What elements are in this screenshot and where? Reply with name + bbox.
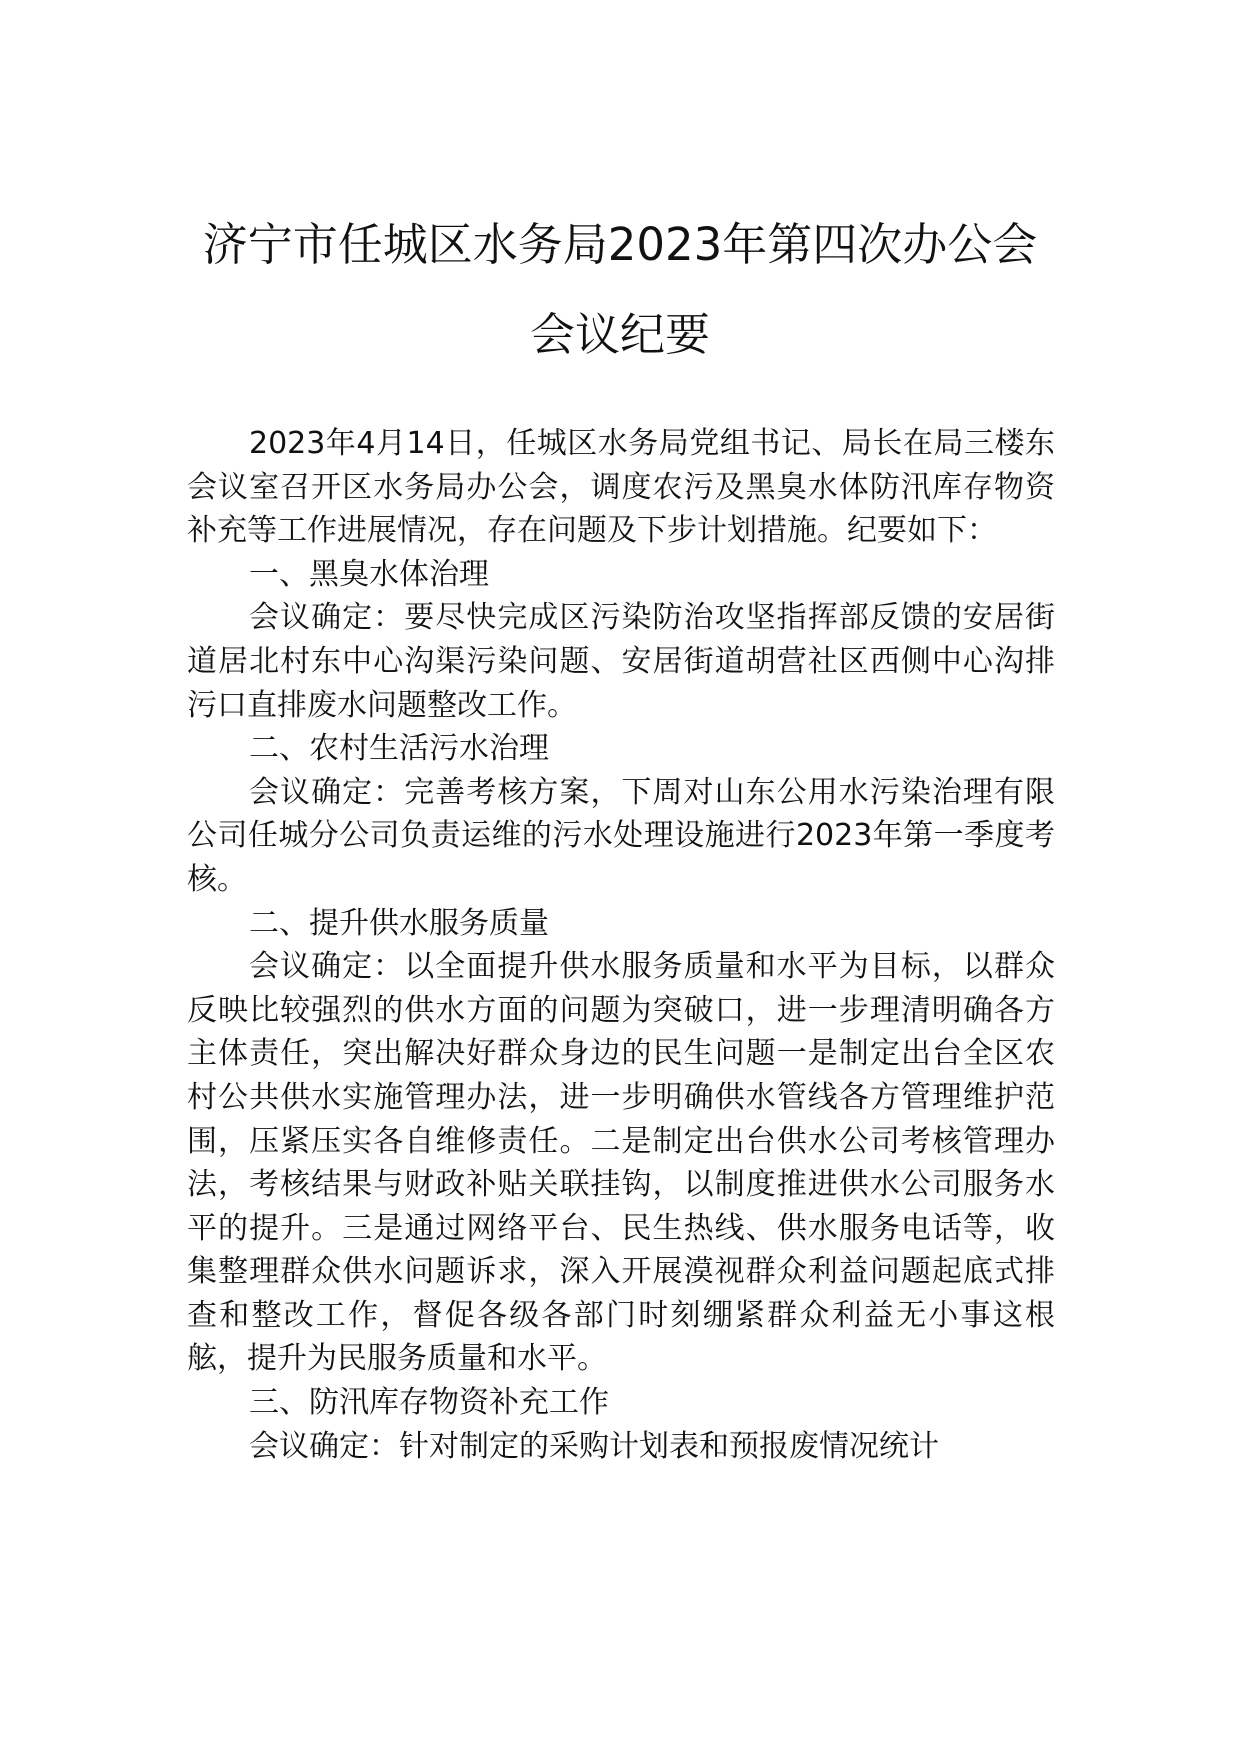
- document-title-line-2: 会议纪要: [529, 308, 710, 361]
- section-heading-4: 三、防汛库存物资补充工作: [249, 1385, 609, 1421]
- intro-paragraph: 2023年4月14日，任城区水务局党组书记、局长在局三楼东会议室召开区水务局办公会，调度农污及黑臭水体防汛库存物资补充等工作进展情况，存在问题及下步计划措施。纪要如下：: [187, 426, 1055, 549]
- document-title-line-1: 济宁市任城区水务局2023年第四次办公会: [202, 218, 1038, 271]
- section-3-paragraph: 会议确定：以全面提升供水服务质量和水平为目标，以群众反映比较强烈的供水方面的问题为突破口，进一步理清明确各方主体责任，突出解决好群众身边的民生问题一是制定出台全区农村公共供水实施管理办法，进一步明确供水管线各方管理维护范围，压紧压实各自维修责任。二是制定出台供水公司考核管理办法，考核结果与财政补贴关联挂钩，以制度推进供水公司服务水平的提升。三是通过网络平台、民生热线、供水服务电话等，收集整理群众供水问题诉求，深入开展漠视群众利益问题起底式排查和整改工作，督促各级各部门时刻绷紧群众利益无小事这根舷，提升为民服务质量和水平。: [187, 949, 1055, 1377]
- section-1-paragraph: 会议确定：要尽快完成区污染防治攻坚指挥部反馈的安居街道居北村东中心沟渠污染问题、安居街道胡营社区西侧中心沟排污口直排废水问题整改工作。: [187, 600, 1055, 723]
- section-heading-1: 一、黑臭水体治理: [249, 556, 489, 592]
- section-2-paragraph: 会议确定：完善考核方案，下周对山东公用水污染治理有限公司任城分公司负责运维的污水处理设施进行2023年第一季度考核。: [187, 774, 1055, 897]
- section-heading-2: 二、农村生活污水治理: [249, 731, 549, 767]
- section-4-paragraph: 会议确定：针对制定的采购计划表和预报废情况统计: [249, 1428, 939, 1464]
- section-heading-3: 二、提升供水服务质量: [249, 905, 549, 941]
- document-body: [187, 422, 1055, 1468]
